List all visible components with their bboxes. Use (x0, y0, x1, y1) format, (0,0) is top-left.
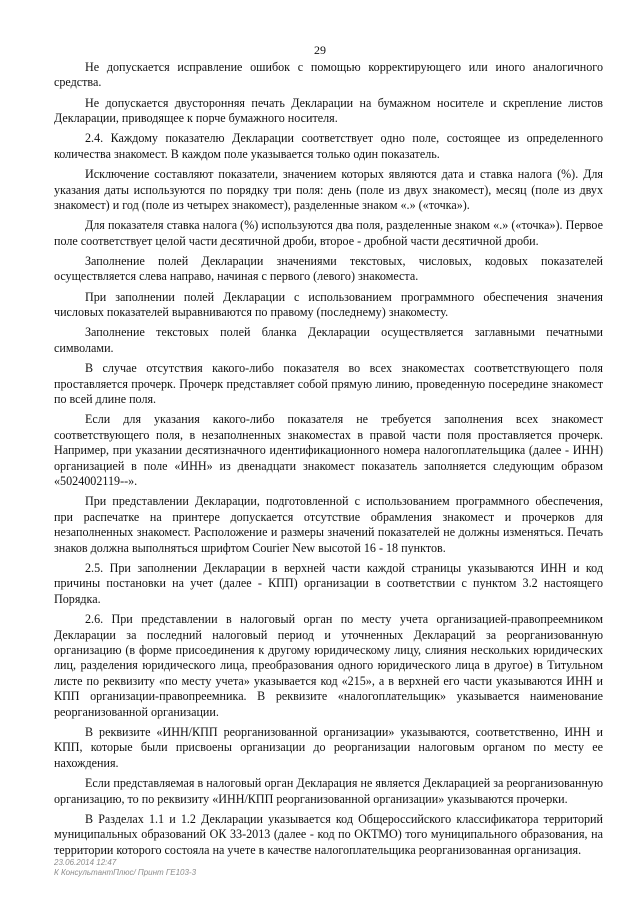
print-footer (54, 858, 196, 878)
paragraph: Заполнение полей Декларации значениями текстовых, числовых, кодовых показателей осуществляется слева направо, начиная с первого (левого) знакоместа. (54, 253, 603, 284)
paragraph: Не допускается двусторонняя печать Декларации на бумажном носителе и скрепление листов Декларации, приводящее к порче бумажного носителя. (54, 95, 603, 126)
page-number: 29 (314, 43, 326, 57)
paragraph: 2.6. При представлении в налоговый орган по месту учета организацией-правопреемником Декларации за последний налоговый период и уточненных Деклараций за реорганизованную организацию (в форме присоединения к другому юридическому лицу, слияния нескольких юридических лиц, разделения юридического лица, преобразования одного юридического лица в другое) в Титульном листе по реквизиту «по месту учета» указывается код «215», а в верхней его части указываются ИНН и КПП организации-правопреемника. В реквизите «налогоплательщик» указывается наименование реорганизованной организации. (54, 612, 603, 719)
paragraph: Если представляемая в налоговый орган Декларация не является Декларацией за реорганизованную организацию, то по реквизиту «ИНН/КПП реорганизованной организации» указываются прочерки. (54, 776, 603, 806)
paragraph: Для показателя ставка налога (%) используются два поля, разделенные знаком «.» («точка»). Первое поле соответствует целой части десятичной дроби, второе - дробной части десятичной дроби. (54, 218, 603, 248)
document-body (54, 60, 603, 863)
paragraph: При представлении Декларации, подготовленной с использованием программного обеспечения, при распечатке на принтере допускается отсутствие обрамления знакомест и прочерков для незаполненных знакомест. Расположение и размеры значений показателей не должны изменяться. Печать знаков должна выполняться шрифтом Courier New высотой 16 - 18 пунктов. (54, 494, 603, 555)
print-source: К КонсультантПлюс/ Принт ГЕ103-3 (54, 868, 197, 877)
paragraph: В случае отсутствия какого-либо показателя во всех знакоместах соответствующего поля проставляется прочерк. Прочерк представляет собой прямую линию, проведенную посередине знакомест по всей длине поля. (54, 361, 603, 406)
paragraph: Если для указания какого-либо показателя не требуется заполнения всех знакомест соответствующего поля, в незаполненных знакоместах в правой части поля проставляется прочерк. Например, при указании десятизначного идентификационного номера налогоплательщика (далее - ИНН) организацией в поле «ИНН» из двенадцати знакомест показатель заполняется следующим образом «5024002119--». (54, 412, 603, 489)
print-timestamp: 23.06.2014 12:47 (54, 858, 117, 867)
paragraph: При заполнении полей Декларации с использованием программного обеспечения значения числовых показателей выравниваются по правому (последнему) знакоместу. (54, 289, 603, 320)
paragraph: Заполнение текстовых полей бланка Декларации осуществляется заглавными печатными символами. (54, 325, 603, 355)
paragraph: Исключение составляют показатели, значением которых являются дата и ставка налога (%). Для указания даты используются по порядку три поля: день (поле из двух знакомест), месяц (поле из двух знакомест) и год (поле из четырех знакомест), разделенные знаком «.» («точка»). (54, 167, 603, 213)
paragraph: 2.4. Каждому показателю Декларации соответствует одно поле, состоящее из определенного количества знакомест. В каждом поле указывается только один показатель. (54, 131, 603, 161)
paragraph: 2.5. При заполнении Декларации в верхней части каждой страницы указываются ИНН и код причины постановки на учет (далее - КПП) организации в соответствии с пунктом 3.2 настоящего Порядка. (54, 560, 603, 606)
paragraph: В реквизите «ИНН/КПП реорганизованной организации» указываются, соответственно, ИНН и КПП, которые были присвоены организации до реорганизации налоговым органом по месту ее нахождения. (54, 725, 603, 770)
paragraph: В Разделах 1.1 и 1.2 Декларации указывается код Общероссийского классификатора территорий муниципальных образований ОК 33-2013 (далее - код по ОКТМО) того муниципального образования, на территории которого состояла на учете в качестве налогоплательщика реорганизованная организация. (54, 811, 603, 857)
paragraph: Не допускается исправление ошибок с помощью корректирующего или иного аналогичного средства. (54, 60, 603, 90)
